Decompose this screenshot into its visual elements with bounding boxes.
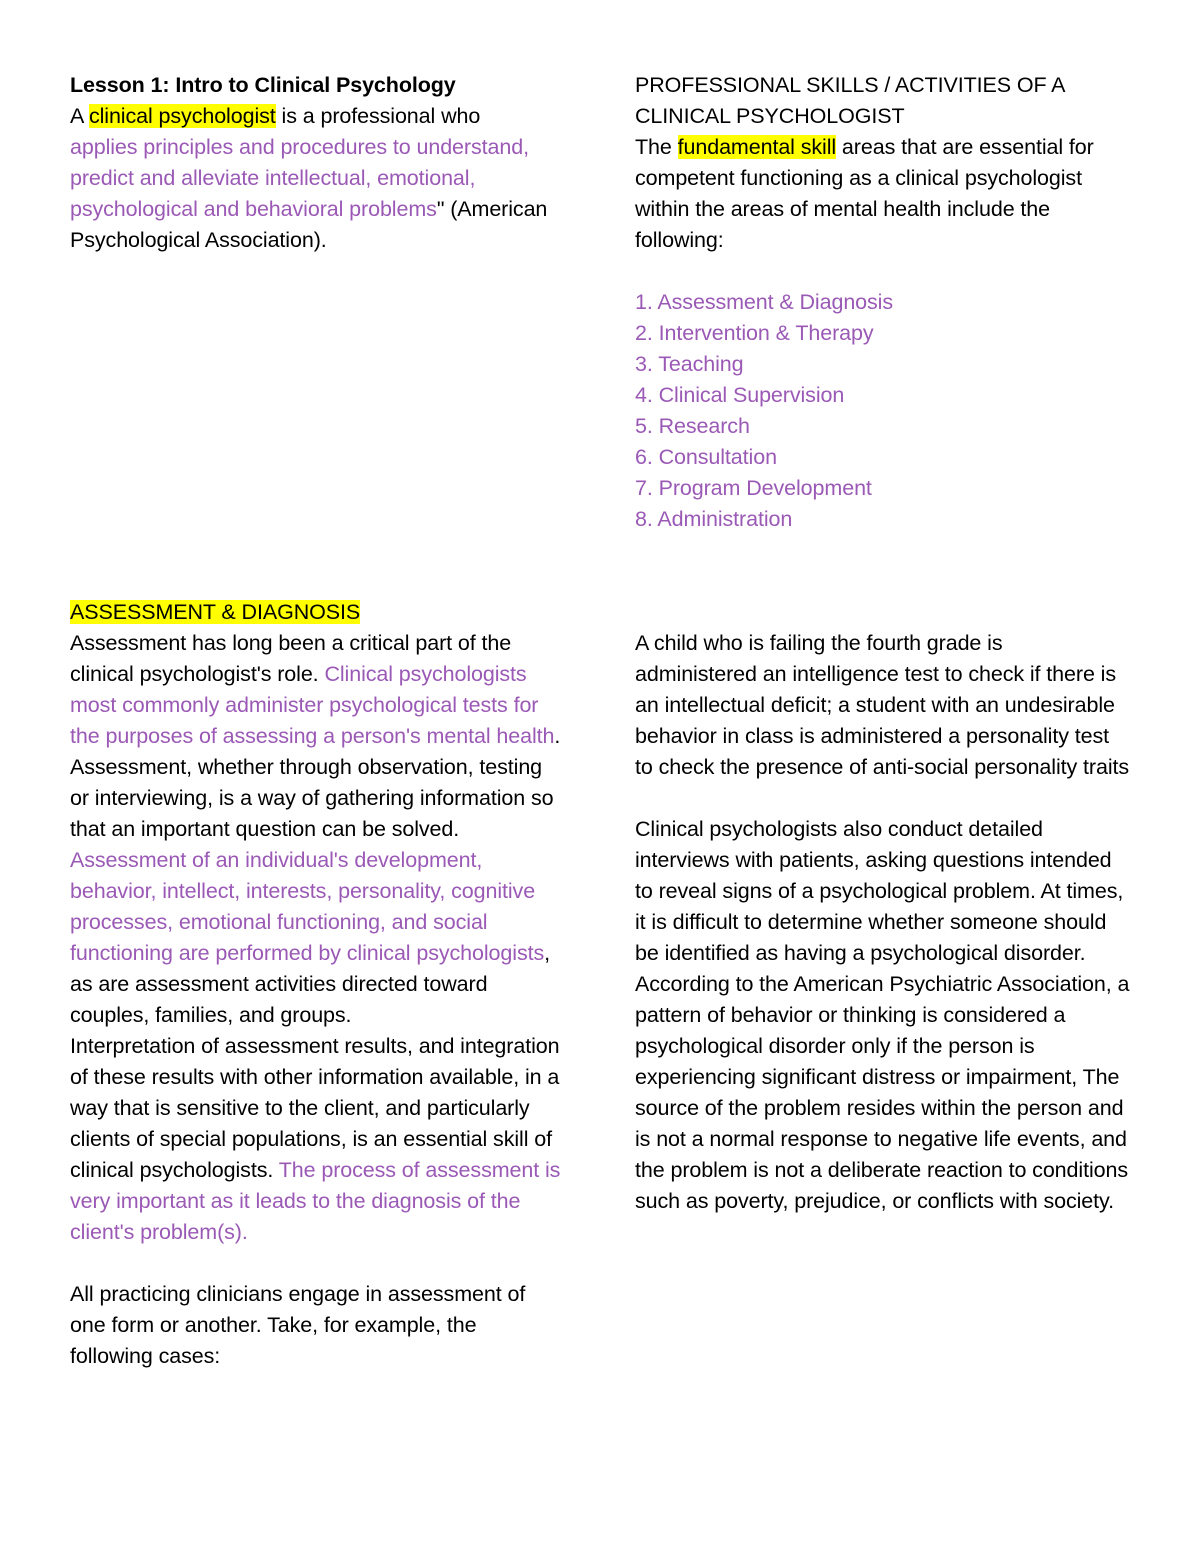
assessment-block [70,597,565,1372]
lesson-definition [70,101,550,256]
case-paragraph-1: A child who is failing the fourth grade is administered an intelligence test to check if there is an intellectual deficit; a student with an undesirable behavior in class is administered a personality test to check the presence of anti-social personality traits [635,631,1130,779]
skills-heading: PROFESSIONAL SKILLS / ACTIVITIES OF A CLINICAL PSYCHOLOGIST [635,73,1065,128]
text: Assessment has long been a critical part of the clinical psychologist's role. [70,631,512,686]
lesson-title: Lesson 1: Intro to Clinical Psychology [70,73,456,97]
list-item: 6. Consultation [635,445,777,469]
lesson-intro-block [70,70,550,256]
text-purple: Assessment of an individual's development, behavior, intellect, interests, personality, cognitive processes, emotional functioning, and social functioning are performed by clinical psychologists [70,848,545,965]
text: " (American Psychological Association). [70,197,548,252]
highlight-clinical-psychologist: clinical psychologist [88,104,276,128]
text: The [635,135,678,159]
case-paragraph-2: Clinical psychologists also conduct detailed interviews with patients, asking questions intended to reveal signs of a psychological problem. At times, it is difficult to determine whether someone should be identified as having a psychological disorder. According to the American Psychiatric Association, a pattern of behavior or thinking is considered a psychological disorder only if the person is experiencing significant distress or impairment, The source of the problem resides within the person and is not a normal response to negative life events, and the problem is not a deliberate reaction to conditions such as poverty, prejudice, or conflicts with society. [635,817,1130,1213]
text-purple: Clinical psychologists most commonly administer psychological tests for the purposes of assessing a person's mental health [70,662,555,748]
cases-block [635,628,1130,1217]
list-item: 1. Assessment & Diagnosis [635,290,894,314]
text: areas that are essential for competent functioning as a clinical psychologist within the areas of mental health include the following: [635,135,1094,252]
text: . [554,724,561,748]
list-item: 5. Research [635,414,750,438]
list-item: 3. Teaching [635,352,744,376]
list-item: 4. Clinical Supervision [635,383,845,407]
list-item: 7. Program Development [635,476,872,500]
assessment-paragraph-2 [70,752,565,1031]
assessment-heading [70,597,565,628]
definition-purple: applies principles and procedures to understand, predict and alleviate intellectual, emotional, psychological and behavioral problems [70,135,529,221]
assessment-paragraph-4: All practicing clinicians engage in assessment of one form or another. Take, for example, the following cases: [70,1282,526,1368]
list-item: 8. Administration [635,507,793,531]
skills-list [635,287,1125,535]
list-item: 2. Intervention & Therapy [635,321,874,345]
assessment-paragraph-3 [70,1031,565,1248]
highlight-fundamental-skill: fundamental skill [677,135,837,159]
assessment-heading-text: ASSESSMENT & DIAGNOSIS [70,600,361,624]
assessment-paragraph-1 [70,628,565,752]
text: Assessment, whether through observation, testing or interviewing, is a way of gathering information so that an important question can be solved. [70,755,554,841]
text: Interpretation of assessment results, and integration of these results with other information available, in a way that is sensitive to the client, and particularly clients of special populations, is an essential skill of clinical psychologists. [70,1034,560,1182]
text: , as are assessment activities directed toward couples, families, and groups. [70,941,550,1027]
skills-intro [635,132,1125,256]
skills-block [635,70,1125,535]
text: A [70,104,89,128]
text-purple: The process of assessment is very important as it leads to the diagnosis of the client's problem(s). [70,1158,561,1244]
text: is a professional who [275,104,481,128]
